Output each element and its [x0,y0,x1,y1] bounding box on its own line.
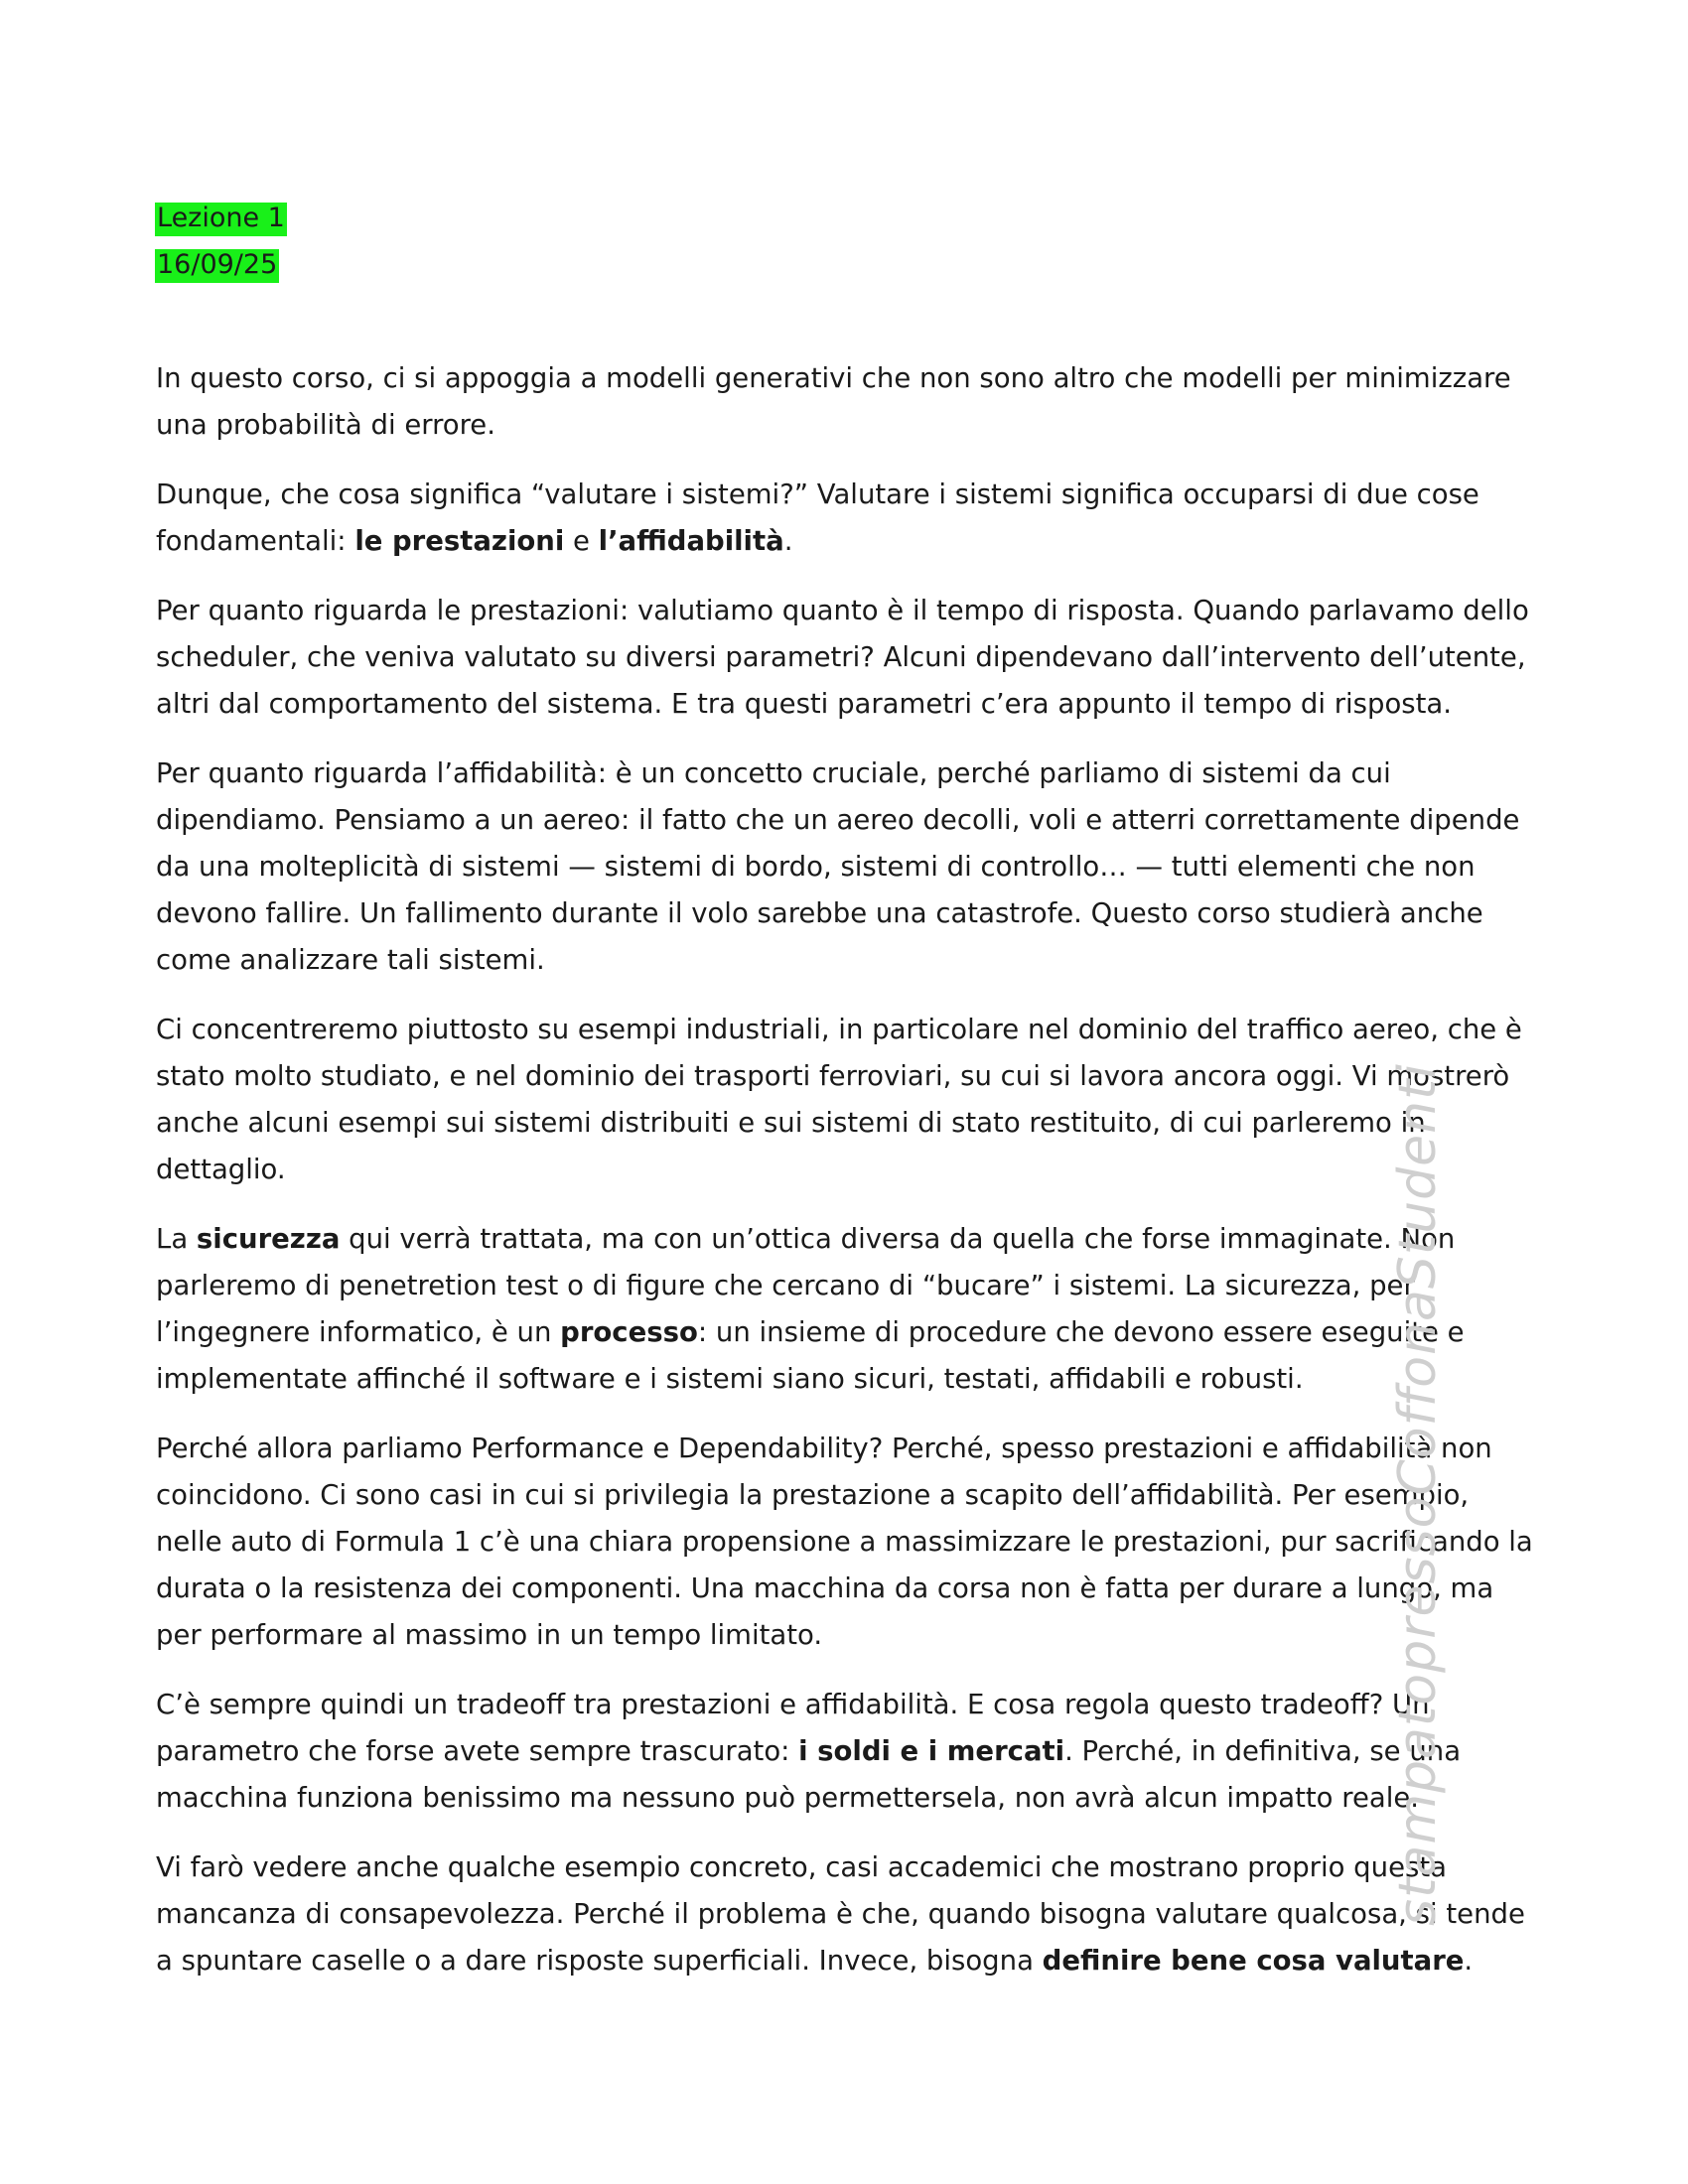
watermark-text: stampatopressoCoffonaStudenti [1388,1063,1448,1926]
paragraph-dependability: Per quanto riguarda l’affidabilità: è un concetto cruciale, perché parliamo di sistemi da cui dipendiamo. Pensiamo a un aereo: il fatto che un aereo decolli, voli e atterri correttamente dipende da una molteplicità di sistemi — sistemi di bordo, sistemi di controllo… — tutti elementi che non devono fallire. Un fallimento durante il volo sarebbe una catastrofe. Questo corso studierà anche come analizzare tali sistemi. [156,757,1520,976]
paragraph-tradeoff: C’è sempre quindi un tradeoff tra prestazioni e affidabilità. E cosa regola questo tradeoff? Un parametro che forse avete sempre trascurato: i soldi e i mercati. Perché, in definitiva, se una macchina funziona benissimo ma nessuno può permettersela, non avrà alcun impatto reale. [156,1689,1462,1814]
paragraph-industrial-examples: Ci concentreremo piuttosto su esempi industriali, in particolare nel dominio del traffico aereo, che è stato molto studiato, e nel dominio dei trasporti ferroviari, su cui si lavora ancora oggi. Vi mostrerò anche alcuni esempi sui sistemi distribuiti e sui sistemi di stato restituito, di cui parleremo in dettaglio. [156,1014,1522,1185]
paragraph-formula1: Perché allora parliamo Performance e Dependability? Perché, spesso prestazioni e affidabilità non coincidono. Ci sono casi in cui si privilegia la prestazione a scapito dell’affidabilità. Per esempio, nelle auto di Formula 1 c’è una chiara propensione a massimizzare le prestazioni, pur sacrificando la durata o la resistenza dei componenti. Una macchina da corsa non è fatta per durare a lungo, ma per performare al massimo in un tempo limitato. [156,1433,1533,1651]
document-body [156,355,1539,2007]
paragraph-performance: Per quanto riguarda le prestazioni: valutiamo quanto è il tempo di risposta. Quando parlavamo dello scheduler, che veniva valutato su diversi parametri? Alcuni dipendevano dall’intervento dell’utente, altri dal comportamento del sistema. E tra questi parametri c’era appunto il tempo di risposta. [156,595,1529,720]
lesson-date: 16/09/25 [155,249,279,283]
lesson-header [155,195,287,288]
paragraph-evaluate-systems: Dunque, che cosa significa “valutare i sistemi?” Valutare i sistemi significa occuparsi di due cose fondamentali: le prestazioni e l’affidabilità. [156,478,1479,557]
bold-processo: processo [560,1316,698,1348]
lesson-title-line [155,195,287,241]
paragraph-concrete-examples: Vi farò vedere anche qualche esempio concreto, casi accademici che mostrano proprio questa mancanza di consapevolezza. Perché il problema è che, quando bisogna valutare qualcosa, si tende a spuntare caselle o a dare risposte superficiali. Invece, bisogna definire bene cosa valutare. [156,1851,1525,1977]
paragraph-security: La sicurezza qui verrà trattata, ma con un’ottica diversa da quella che forse immaginate. Non parleremo di penetretion test o di figure che cercano di “bucare” i sistemi. La sicurezza, per l’ingegnere informatico, è un processo: un insieme di procedure che devono essere eseguite e implementate affinché il software e i sistemi siano sicuri, testati, affidabili e robusti. [156,1223,1465,1395]
bold-prestazioni: le prestazioni [354,525,565,557]
lesson-date-line [155,241,287,288]
paragraph-intro: In questo corso, ci si appoggia a modelli generativi che non sono altro che modelli per minimizzare una probabilità di errore. [156,362,1511,441]
bold-definire-valutare: definire bene cosa valutare [1042,1945,1465,1977]
lesson-title: Lezione 1 [155,203,287,236]
bold-sicurezza: sicurezza [196,1223,341,1255]
bold-soldi-mercati: i soldi e i mercati [798,1735,1065,1767]
bold-affidabilita: l’affidabilità [598,525,784,557]
